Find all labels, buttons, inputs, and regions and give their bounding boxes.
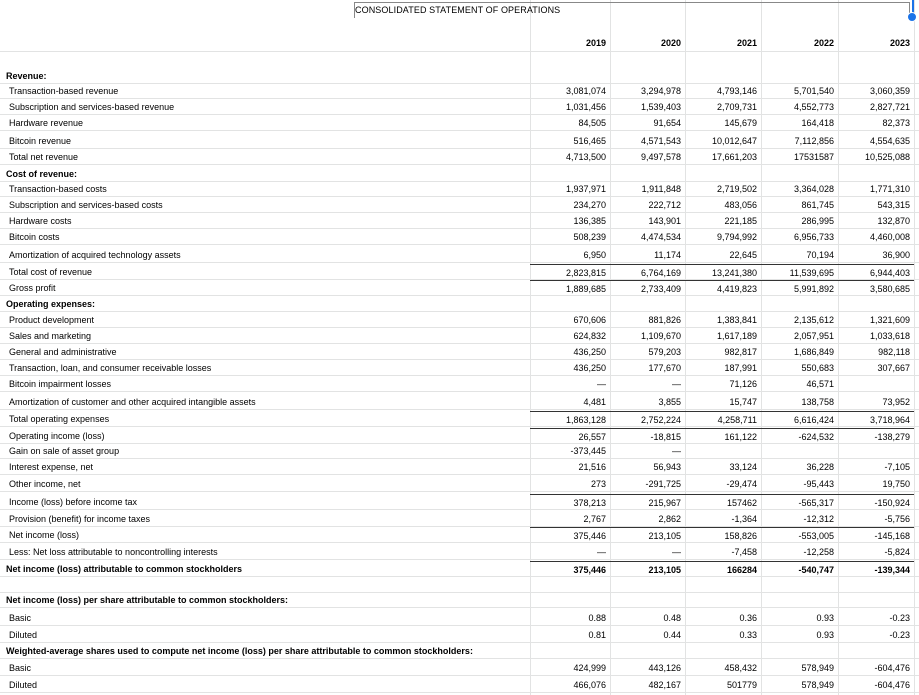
table-row	[0, 197, 919, 213]
table-row	[0, 394, 919, 410]
value-cell[interactable]: 21,516	[578, 462, 606, 472]
value-cell[interactable]: 273	[590, 479, 606, 489]
table-row	[0, 99, 919, 115]
value-cell[interactable]: -1,364	[731, 514, 757, 524]
table-row	[0, 411, 919, 427]
value-cell[interactable]: 10,525,088	[864, 152, 910, 162]
value-cell[interactable]: 4,552,773	[793, 102, 834, 112]
row-label[interactable]: Amortization of customer and other acquired intangible assets	[9, 397, 256, 407]
value-cell[interactable]	[838, 166, 914, 182]
row-label[interactable]: Operating income (loss)	[9, 431, 105, 441]
table-row	[0, 344, 919, 360]
value-cell[interactable]: 624,832	[573, 331, 606, 341]
year-header[interactable]: 2020	[660, 38, 681, 48]
value-cell[interactable]: 982,817	[724, 347, 757, 357]
value-cell[interactable]: 4,571,543	[640, 136, 681, 146]
row-label[interactable]: Revenue:	[6, 71, 47, 81]
table-row	[0, 312, 919, 328]
value-cell[interactable]: -604,476	[874, 680, 910, 690]
value-cell[interactable]: 550,683	[801, 363, 834, 373]
table-row	[0, 213, 919, 229]
value-cell[interactable]: 501779	[726, 680, 757, 690]
year-header[interactable]: 2023	[889, 38, 910, 48]
row-label[interactable]: Hardware revenue	[9, 118, 84, 128]
value-cell[interactable]: 861,745	[801, 200, 834, 210]
row-label[interactable]: Total net revenue	[9, 152, 79, 162]
value-cell[interactable]: 221,185	[724, 216, 757, 226]
value-cell[interactable]: 458,432	[724, 663, 757, 673]
value-cell[interactable]: —	[597, 379, 606, 389]
table-row	[0, 443, 919, 459]
value-cell[interactable]: 36,900	[882, 250, 910, 260]
value-cell[interactable]: 22,645	[729, 250, 757, 260]
value-cell[interactable]: 482,167	[648, 680, 681, 690]
value-cell[interactable]: 6,764,169	[610, 264, 685, 280]
row-label[interactable]: Diluted	[9, 630, 38, 640]
value-cell[interactable]: 3,081,074	[565, 86, 606, 96]
value-cell[interactable]	[530, 296, 610, 312]
table-row	[0, 494, 919, 510]
value-cell[interactable]: 71,126	[729, 379, 757, 389]
value-cell[interactable]: 2,719,502	[716, 184, 757, 194]
value-cell[interactable]: 234,270	[573, 200, 606, 210]
value-cell[interactable]: 11,539,695	[761, 264, 838, 280]
row-label[interactable]: Basic	[9, 613, 32, 623]
value-cell[interactable]: 222,712	[648, 200, 681, 210]
row-label[interactable]: Diluted	[9, 680, 38, 690]
value-cell[interactable]: -139,344	[838, 561, 914, 577]
value-cell[interactable]: 3,364,028	[793, 184, 834, 194]
value-cell[interactable]: -150,924	[838, 494, 914, 510]
value-cell[interactable]: 19,750	[882, 479, 910, 489]
value-cell[interactable]	[685, 643, 761, 659]
table-row	[0, 544, 919, 560]
value-cell[interactable]	[685, 577, 761, 593]
row-label[interactable]: Product development	[9, 315, 95, 325]
value-cell[interactable]: 1,771,310	[869, 184, 910, 194]
value-cell[interactable]: 4,460,008	[869, 232, 910, 242]
value-cell[interactable]	[838, 376, 914, 392]
value-cell[interactable]: 3,294,978	[640, 86, 681, 96]
value-cell[interactable]: 443,126	[648, 663, 681, 673]
value-cell[interactable]: 6,616,424	[761, 411, 838, 427]
value-cell[interactable]: 157462	[685, 494, 761, 510]
value-cell[interactable]: 286,995	[801, 216, 834, 226]
row-label[interactable]: Weighted-average shares used to compute net income (loss) per share attributable to common stockholders:	[6, 646, 473, 656]
value-cell[interactable]: 2,057,951	[793, 331, 834, 341]
value-cell[interactable]: 578,949	[801, 680, 834, 690]
value-cell[interactable]: 4,713,500	[565, 152, 606, 162]
value-cell[interactable]: 136,385	[573, 216, 606, 226]
table-row	[0, 133, 919, 149]
value-cell[interactable]: 0.44	[663, 630, 681, 640]
value-cell[interactable]: -565,317	[761, 494, 838, 510]
value-cell[interactable]: 0.33	[739, 630, 757, 640]
value-cell[interactable]: -18,815	[610, 428, 685, 444]
row-label[interactable]: Total operating expenses	[9, 414, 110, 424]
value-cell[interactable]	[610, 68, 685, 84]
table-row	[0, 511, 919, 527]
value-cell[interactable]: 1,686,849	[793, 347, 834, 357]
value-cell[interactable]	[530, 577, 610, 593]
table-row	[0, 166, 919, 182]
row-label[interactable]: Cost of revenue:	[6, 169, 78, 179]
row-label[interactable]: Net income (loss)	[9, 530, 80, 540]
value-cell[interactable]: 982,118	[878, 347, 910, 357]
year-header[interactable]: 2022	[813, 38, 834, 48]
row-label[interactable]: Operating expenses:	[6, 299, 96, 309]
table-row	[0, 577, 919, 593]
value-cell[interactable]	[838, 296, 914, 312]
row-label[interactable]: Total cost of revenue	[9, 267, 93, 277]
value-cell[interactable]	[685, 296, 761, 312]
value-cell[interactable]: 9,497,578	[640, 152, 681, 162]
value-cell[interactable]: 145,679	[724, 118, 757, 128]
table-row	[0, 643, 919, 659]
table-row	[0, 360, 919, 376]
row-label[interactable]: General and administrative	[9, 347, 117, 357]
row-label[interactable]: Gain on sale of asset group	[9, 446, 120, 456]
value-cell[interactable]	[610, 296, 685, 312]
value-cell[interactable]: 508,239	[573, 232, 606, 242]
value-cell[interactable]: 138,758	[801, 397, 834, 407]
row-label[interactable]: Hardware costs	[9, 216, 72, 226]
value-cell[interactable]: -95,443	[803, 479, 834, 489]
value-cell[interactable]: 2,767	[583, 514, 606, 524]
value-cell[interactable]: 4,793,146	[716, 86, 757, 96]
value-cell[interactable]: 215,967	[610, 494, 685, 510]
value-cell[interactable]: -7,105	[884, 462, 910, 472]
value-cell[interactable]	[530, 592, 610, 608]
table-row	[0, 376, 919, 392]
statement-title: CONSOLIDATED STATEMENT OF OPERATIONS	[355, 5, 561, 15]
value-cell[interactable]: -553,005	[761, 527, 838, 543]
value-cell[interactable]: 132,870	[877, 216, 910, 226]
value-cell[interactable]: 1,033,618	[869, 331, 910, 341]
row-label[interactable]: Transaction, loan, and consumer receivable losses	[9, 363, 212, 373]
value-cell[interactable]: 375,446	[530, 561, 610, 577]
value-cell[interactable]	[761, 592, 838, 608]
value-cell[interactable]: 466,076	[573, 680, 606, 690]
table-row	[0, 428, 919, 444]
table-row	[0, 660, 919, 676]
row-label[interactable]: Less: Net loss attributable to noncontrolling interests	[9, 547, 218, 557]
value-cell[interactable]	[838, 443, 914, 459]
value-cell[interactable]: 164,418	[801, 118, 834, 128]
value-cell[interactable]: 0.48	[663, 613, 681, 623]
value-cell[interactable]	[530, 643, 610, 659]
value-cell[interactable]: 1,539,403	[640, 102, 681, 112]
value-cell[interactable]: 2,827,721	[869, 102, 910, 112]
value-cell[interactable]: 166284	[685, 561, 761, 577]
value-cell[interactable]	[685, 166, 761, 182]
table-row	[0, 610, 919, 626]
table-row	[0, 280, 919, 296]
table-row	[0, 561, 919, 577]
value-cell[interactable]: 1,321,609	[869, 315, 910, 325]
table-row	[0, 68, 919, 84]
year-header-row	[0, 34, 919, 52]
value-cell[interactable]: 307,667	[877, 363, 910, 373]
value-cell[interactable]: 6,950	[583, 250, 606, 260]
value-cell[interactable]: 3,060,359	[869, 86, 910, 96]
value-cell[interactable]: 578,949	[801, 663, 834, 673]
value-cell[interactable]: 2,733,409	[610, 280, 685, 296]
value-cell[interactable]: 0.36	[739, 613, 757, 623]
value-cell[interactable]: 4,419,823	[685, 280, 761, 296]
value-cell[interactable]	[530, 166, 610, 182]
value-cell[interactable]: -291,725	[645, 479, 681, 489]
value-cell[interactable]: 2,752,224	[610, 411, 685, 427]
value-cell[interactable]: 579,203	[648, 347, 681, 357]
value-cell[interactable]: 1,911,848	[641, 184, 681, 194]
row-label[interactable]: Basic	[9, 663, 32, 673]
row-label[interactable]: Subscription and services-based revenue	[9, 102, 175, 112]
value-cell[interactable]	[838, 643, 914, 659]
value-cell[interactable]: -0.23	[889, 613, 910, 623]
value-cell[interactable]: 7,112,856	[794, 136, 834, 146]
row-label[interactable]: Sales and marketing	[9, 331, 92, 341]
value-cell[interactable]: 881,826	[648, 315, 681, 325]
value-cell[interactable]	[838, 592, 914, 608]
value-cell[interactable]	[685, 592, 761, 608]
value-cell[interactable]	[761, 68, 838, 84]
table-row	[0, 459, 919, 475]
value-cell[interactable]: 3,718,964	[838, 411, 914, 427]
value-cell[interactable]: 4,481	[583, 397, 606, 407]
row-label[interactable]: Transaction-based costs	[9, 184, 107, 194]
value-cell[interactable]: 5,991,892	[761, 280, 838, 296]
value-cell[interactable]: 3,580,685	[838, 280, 914, 296]
value-cell[interactable]: 2,862	[658, 514, 681, 524]
value-cell[interactable]: 6,956,733	[793, 232, 834, 242]
value-cell[interactable]: -0.23	[889, 630, 910, 640]
value-cell[interactable]: 17,661,203	[711, 152, 757, 162]
value-cell[interactable]: 143,901	[648, 216, 681, 226]
value-cell[interactable]	[838, 68, 914, 84]
value-cell[interactable]	[610, 643, 685, 659]
year-header[interactable]: 2021	[736, 38, 757, 48]
value-cell[interactable]: 0.88	[588, 613, 606, 623]
value-cell[interactable]: 213,105	[610, 561, 685, 577]
value-cell[interactable]: 46,571	[806, 379, 834, 389]
value-cell[interactable]: 0.81	[588, 630, 606, 640]
value-cell[interactable]: -29,474	[726, 479, 757, 489]
row-label[interactable]: Transaction-based revenue	[9, 86, 119, 96]
value-cell[interactable]: 91,654	[653, 118, 681, 128]
value-cell[interactable]: 378,213	[530, 494, 610, 510]
value-cell[interactable]: -540,747	[761, 561, 838, 577]
row-label[interactable]: Income (loss) before income tax	[9, 497, 138, 507]
table-row	[0, 229, 919, 245]
value-cell[interactable]: 1,889,685	[530, 280, 610, 296]
row-label[interactable]: Other income, net	[9, 479, 81, 489]
row-label[interactable]: Net income (loss) attributable to common stockholders	[6, 564, 243, 574]
value-cell[interactable]: 13,241,380	[685, 264, 761, 280]
value-cell[interactable]: -5,756	[884, 514, 910, 524]
row-label[interactable]: Net income (loss) per share attributable to common stockholders:	[6, 595, 289, 605]
value-cell[interactable]: 177,670	[648, 363, 681, 373]
value-cell[interactable]: 2,709,731	[716, 102, 757, 112]
value-cell[interactable]: 158,826	[685, 527, 761, 543]
value-cell[interactable]: 543,315	[877, 200, 910, 210]
value-cell[interactable]	[610, 592, 685, 608]
value-cell[interactable]: 4,554,635	[869, 136, 910, 146]
table-row	[0, 296, 919, 312]
table-row	[0, 264, 919, 280]
table-row	[0, 677, 919, 693]
value-cell[interactable]: -5,824	[884, 547, 910, 557]
value-cell[interactable]: 4,258,711	[685, 411, 761, 427]
value-cell[interactable]: 213,105	[610, 527, 685, 543]
value-cell[interactable]: —	[597, 547, 606, 557]
table-row	[0, 627, 919, 643]
value-cell[interactable]: -12,258	[803, 547, 834, 557]
value-cell[interactable]	[761, 443, 838, 459]
value-cell[interactable]: 1,109,670	[640, 331, 681, 341]
row-label[interactable]: Provision (benefit) for income taxes	[9, 514, 151, 524]
value-cell[interactable]: -12,312	[803, 514, 834, 524]
table-row	[0, 328, 919, 344]
value-cell[interactable]: 17531587	[793, 152, 834, 162]
value-cell[interactable]: -138,279	[838, 428, 914, 444]
value-cell[interactable]	[685, 443, 761, 459]
value-cell[interactable]: 0.93	[816, 613, 834, 623]
selection-handle[interactable]	[907, 12, 917, 22]
value-cell[interactable]: 4,474,534	[640, 232, 681, 242]
table-row	[0, 181, 919, 197]
value-cell[interactable]: 436,250	[573, 347, 606, 357]
value-cell[interactable]: -604,476	[874, 663, 910, 673]
row-label[interactable]: Amortization of acquired technology assets	[9, 250, 181, 260]
value-cell[interactable]: 2,135,612	[793, 315, 834, 325]
value-cell[interactable]: —	[672, 379, 681, 389]
value-cell[interactable]: —	[672, 446, 681, 456]
value-cell[interactable]: -624,532	[761, 428, 838, 444]
value-cell[interactable]	[761, 166, 838, 182]
value-cell[interactable]: 0.93	[816, 630, 834, 640]
value-cell[interactable]	[610, 166, 685, 182]
row-label[interactable]: Gross profit	[9, 283, 56, 293]
value-cell[interactable]: 2,823,815	[530, 264, 610, 280]
value-cell[interactable]: 70,194	[806, 250, 834, 260]
value-cell[interactable]	[761, 643, 838, 659]
value-cell[interactable]: 6,944,403	[838, 264, 914, 280]
row-label[interactable]	[9, 577, 529, 593]
value-cell[interactable]: 670,606	[573, 315, 606, 325]
value-cell[interactable]: 483,056	[724, 200, 757, 210]
table-row	[0, 592, 919, 608]
value-cell[interactable]: 3,855	[658, 397, 681, 407]
table-row	[0, 527, 919, 543]
value-cell[interactable]: 161,122	[685, 428, 761, 444]
value-cell[interactable]: 424,999	[573, 663, 606, 673]
table-row	[0, 83, 919, 99]
value-cell[interactable]: 375,446	[530, 527, 610, 543]
value-cell[interactable]	[838, 577, 914, 593]
table-row	[0, 476, 919, 492]
value-cell[interactable]: 1,031,456	[565, 102, 606, 112]
value-cell[interactable]: 11,174	[654, 250, 681, 260]
row-label[interactable]: Subscription and services-based costs	[9, 200, 163, 210]
value-cell[interactable]: 516,465	[573, 136, 606, 146]
value-cell[interactable]: -7,458	[731, 547, 757, 557]
value-cell[interactable]: 82,373	[882, 118, 910, 128]
value-cell[interactable]: 73,952	[882, 397, 910, 407]
value-cell[interactable]	[685, 68, 761, 84]
row-label[interactable]: Interest expense, net	[9, 462, 94, 472]
value-cell[interactable]: 15,747	[729, 397, 757, 407]
value-cell[interactable]: 5,701,540	[793, 86, 834, 96]
value-cell[interactable]	[610, 577, 685, 593]
value-cell[interactable]: 436,250	[573, 363, 606, 373]
value-cell[interactable]: 1,937,971	[565, 184, 606, 194]
value-cell[interactable]: 36,228	[806, 462, 834, 472]
value-cell[interactable]	[761, 296, 838, 312]
value-cell[interactable]	[761, 577, 838, 593]
table-row	[0, 247, 919, 263]
value-cell[interactable]: —	[672, 547, 681, 557]
table-row	[0, 149, 919, 165]
value-cell[interactable]: 1,617,189	[716, 331, 757, 341]
row-label[interactable]: Bitcoin costs	[9, 232, 60, 242]
value-cell[interactable]: 84,505	[578, 118, 606, 128]
value-cell[interactable]: 10,012,647	[711, 136, 757, 146]
value-cell[interactable]: -145,168	[838, 527, 914, 543]
table-row	[0, 115, 919, 131]
value-cell[interactable]: 26,557	[530, 428, 610, 444]
row-label[interactable]: Bitcoin revenue	[9, 136, 72, 146]
value-cell[interactable]: 9,794,992	[716, 232, 757, 242]
value-cell[interactable]: 56,943	[653, 462, 681, 472]
value-cell[interactable]: -373,445	[570, 446, 606, 456]
value-cell[interactable]	[530, 68, 610, 84]
year-header[interactable]: 2019	[585, 38, 606, 48]
value-cell[interactable]: 187,991	[724, 363, 757, 373]
value-cell[interactable]: 1,863,128	[530, 411, 610, 427]
row-label[interactable]: Bitcoin impairment losses	[9, 379, 112, 389]
value-cell[interactable]: 1,383,841	[716, 315, 757, 325]
value-cell[interactable]: 33,124	[729, 462, 757, 472]
